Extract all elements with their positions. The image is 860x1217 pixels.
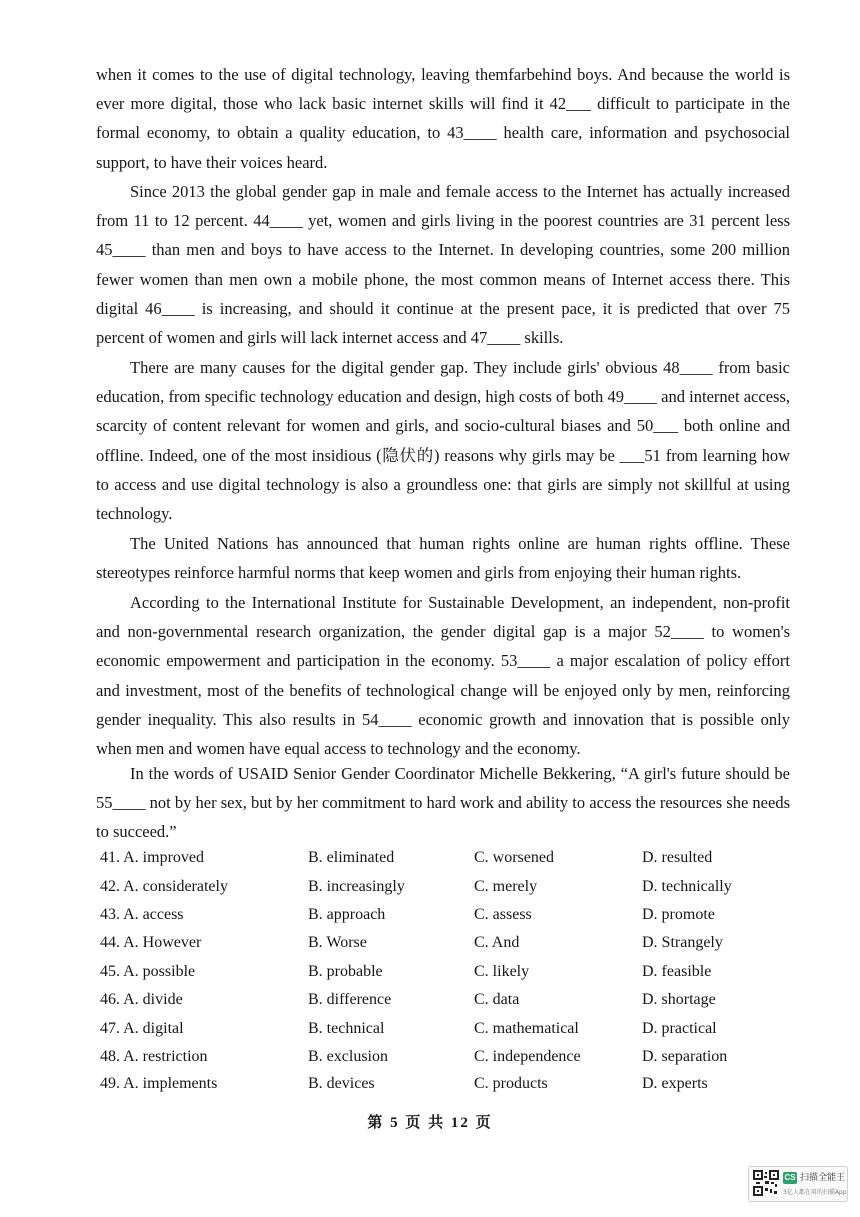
- passage-paragraph-4: The United Nations has announced that human rights online are human rights offline. These stereotypes reinforce harmful norms that keep women and girls from enjoying their human rights.: [96, 534, 790, 583]
- option-d: D. feasible: [642, 963, 712, 980]
- option-a: 46. A. divide: [100, 991, 183, 1008]
- option-row: [100, 1043, 800, 1071]
- option-a: 48. A. restriction: [100, 1048, 208, 1065]
- passage-paragraph-5: According to the International Institute for Sustainable Development, an independent, non-profit and non-governmental research organization, the gender digital gap is a major 52____ to women's economic empowerment and participation in the economy. 53____ a major escalation of policy effort and investment, most of the benefits of technological change will be enjoyed only by men, reinforcing gender inequality. This also results in 54____ economic growth and innovation that is possible only when men and women have equal access to technology and the economy.: [96, 593, 790, 759]
- scanner-app-tagline: 3亿人都在用的扫描App: [783, 1189, 847, 1196]
- option-row: [100, 901, 800, 929]
- option-c: C. worsened: [474, 849, 554, 866]
- option-row: [100, 929, 800, 957]
- option-d: D. separation: [642, 1048, 728, 1065]
- scanner-app-name: 扫描全能王: [800, 1173, 846, 1183]
- option-row: [100, 1070, 800, 1098]
- qr-code-icon: [753, 1170, 779, 1196]
- option-a: 49. A. implements: [100, 1075, 218, 1092]
- option-a: 43. A. access: [100, 906, 184, 923]
- passage-paragraph-3: There are many causes for the digital gender gap. They include girls' obvious 48____ from basic education, from specific technology education and design, high costs of both 49____ and internet access, scarcity of content relevant for women and girls, and socio-cultural biases and 50___ both online and offline. Indeed, one of the most insidious (隐伏的) reasons why girls may be ___51 from learning how to access and use digital technology is also a groundless one: that girls are simply not skillful at using technology.: [96, 358, 790, 524]
- option-a: 42. A. considerately: [100, 878, 228, 895]
- option-d: D. resulted: [642, 849, 713, 866]
- option-row: [100, 1015, 800, 1043]
- option-a: 47. A. digital: [100, 1020, 184, 1037]
- option-row: [100, 986, 800, 1014]
- passage-paragraph-6: In the words of USAID Senior Gender Coordinator Michelle Bekkering, “A girl's future should be 55____ not by her sex, but by her commitment to hard work and ability to access the resources she needs to succeed.”: [96, 764, 790, 842]
- option-b: B. Worse: [308, 934, 367, 951]
- option-b: B. eliminated: [308, 849, 395, 866]
- option-b: B. difference: [308, 991, 392, 1008]
- scanner-watermark: [748, 1166, 848, 1202]
- option-row: [100, 873, 800, 901]
- option-b: B. approach: [308, 906, 386, 923]
- option-a: 44. A. However: [100, 934, 202, 951]
- option-a: 41. A. improved: [100, 849, 204, 866]
- option-b: B. probable: [308, 963, 383, 980]
- option-row: [100, 958, 800, 986]
- option-b: B. technical: [308, 1020, 385, 1037]
- option-d: D. Strangely: [642, 934, 723, 951]
- option-c: C. products: [474, 1075, 548, 1092]
- option-a: 45. A. possible: [100, 963, 196, 980]
- option-d: D. shortage: [642, 991, 716, 1008]
- page-number: 第 5 页 共 12 页: [367, 1115, 493, 1131]
- option-d: D. experts: [642, 1075, 708, 1092]
- option-c: C. merely: [474, 878, 538, 895]
- option-b: B. devices: [308, 1075, 375, 1092]
- option-c: C. And: [474, 934, 520, 951]
- option-d: D. technically: [642, 878, 732, 895]
- option-c: C. mathematical: [474, 1020, 579, 1037]
- option-c: C. data: [474, 991, 520, 1008]
- option-c: C. likely: [474, 963, 530, 980]
- option-b: B. exclusion: [308, 1048, 388, 1065]
- option-c: C. independence: [474, 1048, 581, 1065]
- option-c: C. assess: [474, 906, 532, 923]
- option-d: D. practical: [642, 1020, 717, 1037]
- passage-paragraph-2: Since 2013 the global gender gap in male and female access to the Internet has actually increased from 11 to 12 percent. 44____ yet, women and girls living in the poorest countries are 31 percent less 45____ than men and boys to have access to the Internet. In developing countries, some 200 million fewer women than men own a mobile phone, the most common means of Internet access there. This digital 46____ is increasing, and should it continue at the present pace, it is predicted that over 75 percent of women and girls will lack internet access and 47____ skills.: [96, 182, 790, 348]
- cs-logo-icon: CS: [784, 1173, 796, 1182]
- option-d: D. promote: [642, 906, 715, 923]
- option-b: B. increasingly: [308, 878, 405, 895]
- option-row: [100, 844, 800, 872]
- passage-paragraph-1: when it comes to the use of digital technology, leaving themfarbehind boys. And because the world is ever more digital, those who lack basic internet skills will find it 42___ difficult to participate in the formal economy, to obtain a quality education, to 43____ health care, information and psychosocial support, to have their voices heard.: [96, 65, 790, 172]
